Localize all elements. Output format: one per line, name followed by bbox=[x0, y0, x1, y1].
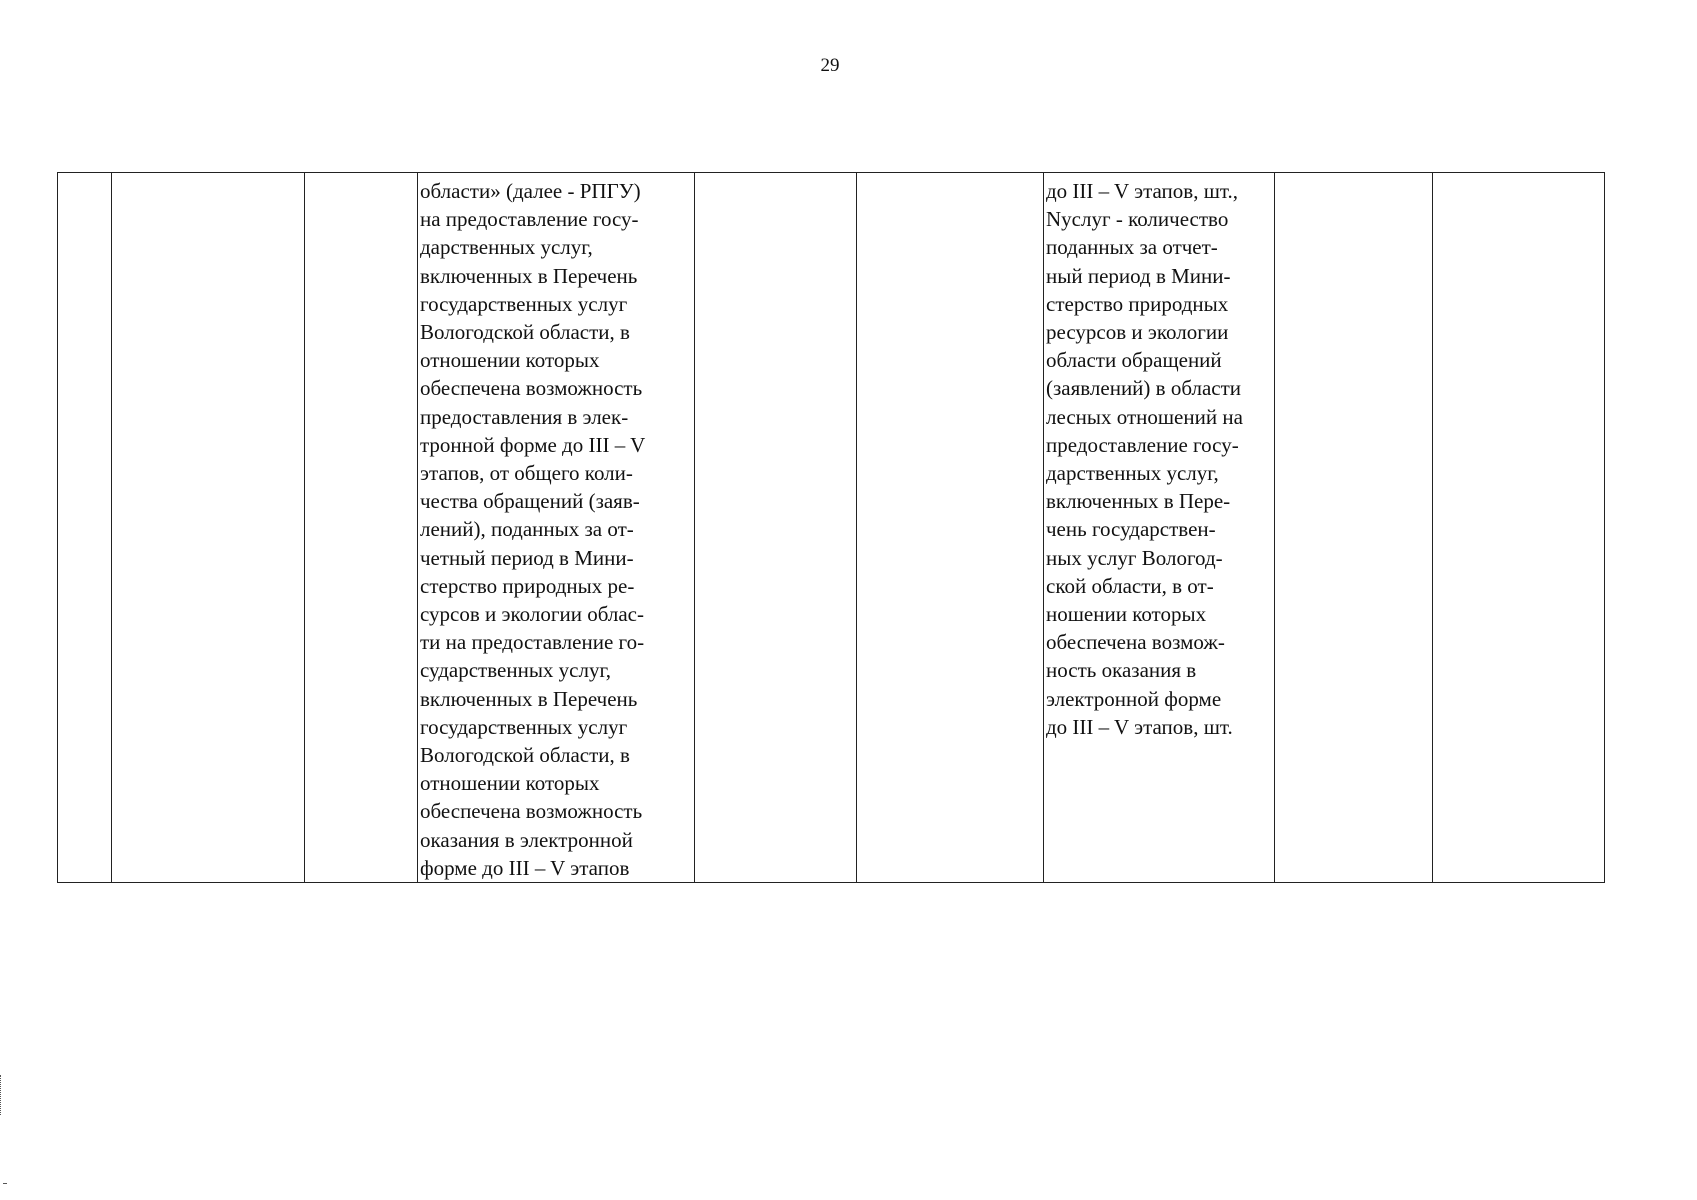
page-number: 29 bbox=[820, 55, 840, 76]
table-cell-col3 bbox=[305, 173, 418, 883]
table-cell-col5 bbox=[695, 173, 857, 883]
table-cell-col4 bbox=[418, 173, 695, 883]
table-cell-col1 bbox=[58, 173, 112, 883]
scan-artifact bbox=[0, 1075, 5, 1115]
table-cell-col7 bbox=[1044, 173, 1275, 883]
indicator-description: области» (далее - РПГУ) на предоставление госу- дарственных услуг, включенных в Перечень государственных услуг Вологодской области, в отношении которых обеспечена возможность предоставления в элек- тронной форме до III – V этапов, от общего коли- чества обращений (заяв- лений), поданных за от- четный период в Мини- стерство природных ре- сурсов и экологии облас- ти на предоставление го- сударственных услуг, включенных в Перечень государственных услуг Вологодской области, в отношении которых обеспечена возможность оказания в электронной форме до III – V этапов bbox=[420, 179, 646, 880]
table-row bbox=[58, 173, 1605, 883]
table-cell-col9 bbox=[1433, 173, 1605, 883]
continuation-table bbox=[57, 172, 1605, 883]
table-cell-col8 bbox=[1275, 173, 1433, 883]
table-cell-col2 bbox=[112, 173, 305, 883]
calculation-method: до III – V этапов, шт., Nуслуг - количество поданных за отчет- ный период в Мини- стерство природных ресурсов и экологии области обращений (заявлений) в области лесных отношений на предоставление госу- дарственных услуг, включенных в Пере- чень государствен- ных услуг Вологод- ской области, в от- ношении которых обеспечена возмож- ность оказания в электронной форме до III – V этапов, шт. bbox=[1046, 179, 1243, 739]
scan-artifact-dot bbox=[3, 1183, 7, 1184]
table-cell-col6 bbox=[857, 173, 1044, 883]
